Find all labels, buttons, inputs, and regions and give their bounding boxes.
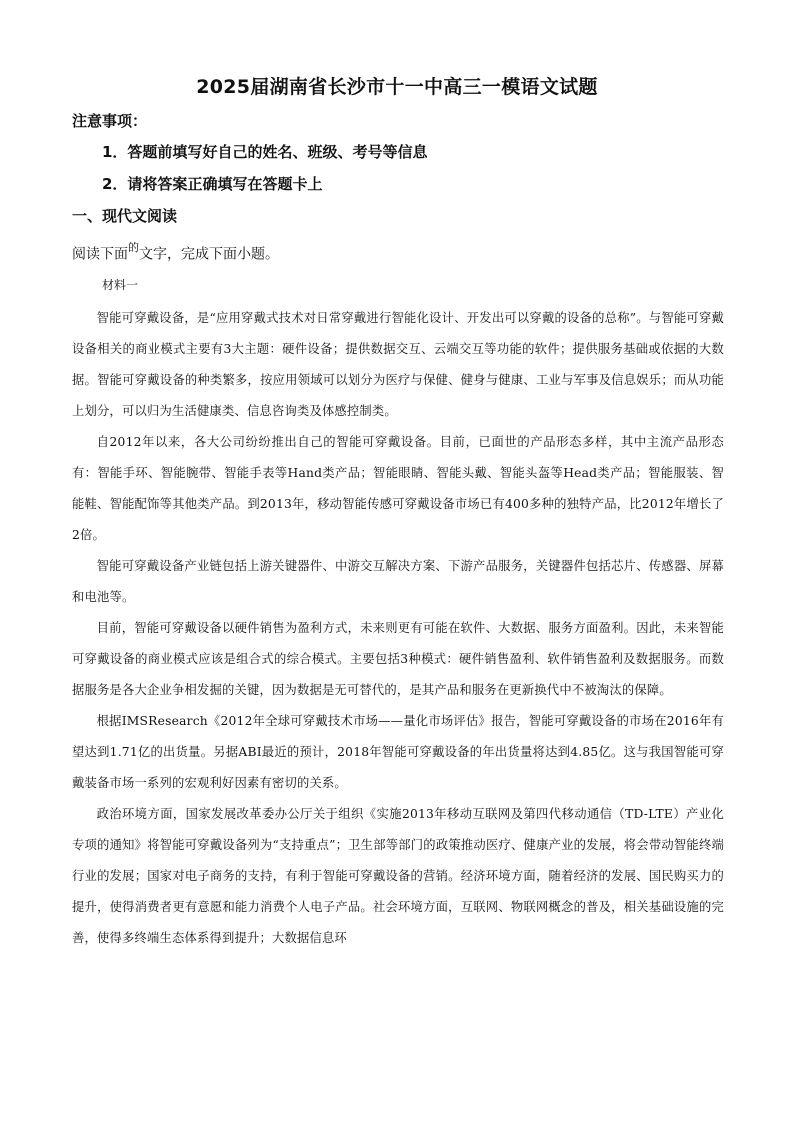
notice-heading: 注意事项： [72,112,148,130]
notice-item-2: 2．请将答案正确填写在答题卡上 [102,175,323,193]
instruction-text-a: 阅读下面 [72,246,128,263]
instruction-text-b: 文字，完成下面小题。 [139,246,279,263]
material-label: 材料一 [102,278,139,292]
passage-body [72,303,724,954]
instruction-superscript: 的 [128,241,139,254]
paragraph: 目前，智能可穿戴设备以硬件销售为盈利方式，未来则更有可能在软件、大数据、服务方面盈利。因此，未来智能可穿戴设备的商业模式应该是组合式的综合模式。主要包括3种模式：硬件销售盈利、软件销售盈利及数据服务。而数据服务是各大企业争相发掘的关键，因为数据是无可替代的，是其产品和服务在更新换代中不被淘汰的保障。 [72,621,724,697]
paragraph: 政治环境方面，国家发展改革委办公厅关于组织《实施2013年移动互联网及第四代移动通信（TD-LTE）产业化专项的通知》将智能可穿戴设备列为“支持重点”；卫生部等部门的政策推动医疗、健康产业的发展，将会带动智能终端行业的发展；国家对电子商务的支持，有利于智能可穿戴设备的营销。经济环境方面，随着经济的发展、国民购买力的提升，使得消费者更有意愿和能力消费个人电子产品。社会环境方面，互联网、物联网概念的普及，相关基础设施的完善，使得多终端生态体系得到提升；大数据信息环 [72,807,724,945]
notice-item-1: 1．答题前填写好自己的姓名、班级、考号等信息 [102,143,428,161]
paragraph: 智能可穿戴设备，是“应用穿戴式技术对日常穿戴进行智能化设计、开发出可以穿戴的设备的总称”。与智能可穿戴设备相关的商业模式主要有3大主题：硬件设备；提供数据交互、云端交互等功能的软件；提供服务基础或依据的大数据。智能可穿戴设备的种类繁多，按应用领域可以划分为医疗与保健、健身与健康、工业与军事及信息娱乐；而从功能上划分，可以归为生活健康类、信息咨询类及体感控制类。 [72,311,724,418]
section-heading: 一、现代文阅读 [72,207,178,225]
paragraph: 自2012年以来，各大公司纷纷推出自己的智能可穿戴设备。目前，已面世的产品形态多样，其中主流产品形态有：智能手环、智能腕带、智能手表等Hand类产品；智能眼睛、智能头戴、智能头盔等Head类产品；智能服装、智能鞋、智能配饰等其他类产品。到2013年，移动智能传感可穿戴设备市场已有400多种的独特产品，比2012年增长了2倍。 [72,435,724,542]
reading-instruction [72,241,279,264]
paragraph: 根据IMSResearch《2012年全球可穿戴技术市场——量化市场评估》报告，智能可穿戴设备的市场在2016年有望达到1.71亿的出货量。另据ABI最近的预计，2018年智能可穿戴设备的年出货量将达到4.85亿。这与我国智能可穿戴装备市场一系列的宏观利好因素有密切的关系。 [72,714,724,790]
paragraph: 智能可穿戴设备产业链包括上游关键器件、中游交互解决方案、下游产品服务，关键器件包括芯片、传感器、屏幕和电池等。 [72,559,724,604]
page-title: 2025届湖南省长沙市十一中高三一模语文试题 [196,76,598,98]
